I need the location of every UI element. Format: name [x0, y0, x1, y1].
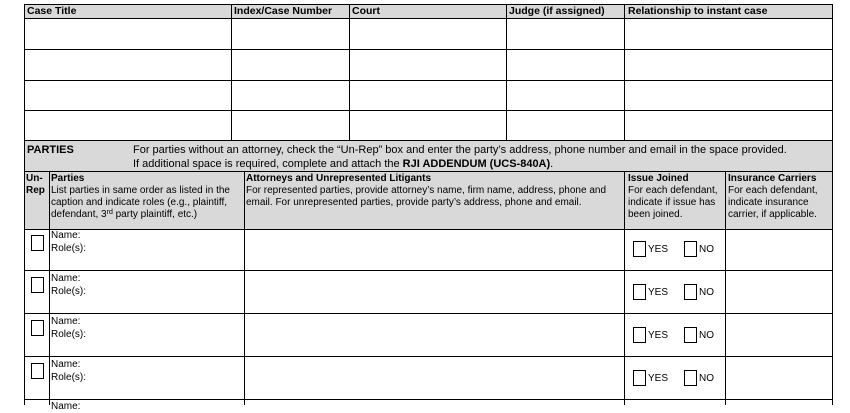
rule	[24, 80, 832, 81]
rule	[24, 110, 832, 111]
case-index-field[interactable]	[232, 81, 348, 109]
rule	[24, 4, 832, 5]
issue-joined-yes-checkbox[interactable]	[633, 241, 646, 257]
unrep-checkbox[interactable]	[31, 277, 44, 293]
case-title-field[interactable]	[25, 81, 230, 109]
unrep-checkbox[interactable]	[31, 235, 44, 251]
col-issue-title: Issue Joined	[628, 173, 689, 184]
party-roles-label: Role(s):	[51, 329, 87, 340]
party-name-label: Name:	[51, 401, 81, 412]
insurance-carrier-field[interactable]	[726, 230, 831, 268]
col-attorneys-desc-1: For represented parties, provide attorney’s name, firm name, address, phone and	[246, 185, 607, 196]
issue-joined-no-checkbox[interactable]	[684, 241, 697, 257]
no-label: NO	[699, 244, 714, 255]
col-judge: Judge (if assigned)	[509, 5, 605, 17]
col-court: Court	[352, 5, 380, 17]
attorney-info-field[interactable]	[245, 230, 623, 268]
rule	[24, 229, 832, 230]
no-label: NO	[699, 287, 714, 298]
desc-text: party plaintiff, etc.)	[112, 209, 198, 220]
case-index-field[interactable]	[232, 19, 348, 48]
case-title-field[interactable]	[25, 50, 230, 79]
rule	[244, 171, 245, 405]
issue-joined-yes-checkbox[interactable]	[633, 370, 646, 386]
col-issue-desc-2: indicate if issue has	[628, 197, 716, 208]
case-judge-field[interactable]	[507, 19, 623, 48]
party-name-label: Name:	[51, 273, 81, 284]
col-parties-desc-3	[51, 209, 197, 221]
case-judge-field[interactable]	[507, 50, 623, 79]
case-court-field[interactable]	[350, 111, 505, 140]
col-unrep-line1: Un-	[26, 173, 43, 184]
case-relationship-field[interactable]	[625, 50, 831, 79]
insurance-carrier-field[interactable]	[726, 272, 831, 311]
rule	[24, 18, 832, 19]
rule	[24, 313, 832, 314]
col-parties-title: Parties	[51, 173, 85, 184]
party-name-label: Name:	[51, 230, 81, 241]
case-index-field[interactable]	[232, 50, 348, 79]
col-unrep-line2: Rep	[26, 185, 45, 196]
party-roles-label: Role(s):	[51, 286, 87, 297]
yes-label: YES	[648, 330, 669, 341]
instruction-period: .	[550, 158, 554, 170]
rule	[231, 4, 232, 141]
issue-joined-yes-checkbox[interactable]	[633, 284, 646, 300]
case-title-field[interactable]	[25, 19, 230, 48]
yes-label: YES	[648, 373, 669, 384]
yes-label: YES	[648, 287, 669, 298]
case-relationship-field[interactable]	[625, 111, 831, 140]
issue-joined-yes-checkbox[interactable]	[633, 327, 646, 343]
issue-joined-no-checkbox[interactable]	[684, 327, 697, 343]
rule	[24, 141, 25, 405]
unrep-checkbox[interactable]	[31, 363, 44, 379]
col-relationship: Relationship to instant case	[628, 5, 768, 17]
insurance-carrier-field[interactable]	[726, 315, 831, 354]
col-parties-desc-1: List parties in same order as listed in the	[51, 185, 230, 196]
col-insurance-desc-2: indicate insurance	[728, 197, 809, 208]
no-label: NO	[699, 330, 714, 341]
rule	[24, 356, 832, 357]
parties-instruction-line2	[133, 158, 553, 170]
no-label: NO	[699, 373, 714, 384]
party-name-label: Name:	[51, 316, 81, 327]
issue-joined-no-checkbox[interactable]	[684, 284, 697, 300]
attorney-info-field[interactable]	[245, 272, 623, 311]
rule	[624, 4, 625, 141]
instruction-text: If additional space is required, complete and attach the	[133, 158, 403, 170]
rule	[24, 399, 832, 400]
parties-instruction-line1: For parties without an attorney, check the “Un-Rep” box and enter the party’s address, phone number and email in the space provided.	[133, 144, 787, 156]
col-attorneys-title: Attorneys and Unrepresented Litigants	[246, 173, 432, 184]
col-issue-desc-3: been joined.	[628, 209, 683, 220]
ordinal-suffix: rd	[106, 209, 113, 216]
case-court-field[interactable]	[350, 81, 505, 109]
party-roles-label: Role(s):	[51, 243, 87, 254]
rule	[24, 270, 832, 271]
desc-text: defendant, 3	[51, 209, 107, 220]
unrep-checkbox[interactable]	[31, 320, 44, 336]
rule	[49, 171, 50, 405]
col-insurance-title: Insurance Carriers	[728, 173, 817, 184]
attorney-info-field[interactable]	[245, 358, 623, 397]
rule	[24, 140, 832, 141]
parties-heading: PARTIES	[27, 144, 74, 156]
col-parties-desc-2: caption and indicate roles (e.g., plaintiff,	[51, 197, 228, 208]
rule	[506, 4, 507, 141]
col-case-title: Case Title	[27, 5, 77, 17]
case-judge-field[interactable]	[507, 111, 623, 140]
rule	[24, 4, 25, 141]
col-issue-desc-1: For each defendant,	[628, 185, 718, 196]
case-title-field[interactable]	[25, 111, 230, 140]
attorney-info-field[interactable]	[245, 315, 623, 354]
party-roles-label: Role(s):	[51, 372, 87, 383]
case-judge-field[interactable]	[507, 81, 623, 109]
col-insurance-desc-3: carrier, if applicable.	[728, 209, 817, 220]
rule	[624, 171, 625, 405]
col-index-number: Index/Case Number	[234, 5, 333, 17]
rule	[832, 4, 833, 405]
rule	[725, 171, 726, 405]
issue-joined-no-checkbox[interactable]	[684, 370, 697, 386]
yes-label: YES	[648, 244, 669, 255]
insurance-carrier-field[interactable]	[726, 358, 831, 397]
party-name-label: Name:	[51, 359, 81, 370]
case-relationship-field[interactable]	[625, 19, 831, 48]
case-court-field[interactable]	[350, 19, 505, 48]
case-court-field[interactable]	[350, 50, 505, 79]
rule	[24, 49, 832, 50]
case-relationship-field[interactable]	[625, 81, 831, 109]
case-index-field[interactable]	[232, 111, 348, 140]
rji-addendum-ref: RJI ADDENDUM (UCS-840A)	[402, 158, 551, 170]
col-attorneys-desc-2: email. For unrepresented parties, provide party’s address, phone and email.	[246, 197, 582, 208]
col-insurance-desc-1: For each defendant,	[728, 185, 818, 196]
rule	[349, 4, 350, 141]
rule	[24, 171, 832, 172]
